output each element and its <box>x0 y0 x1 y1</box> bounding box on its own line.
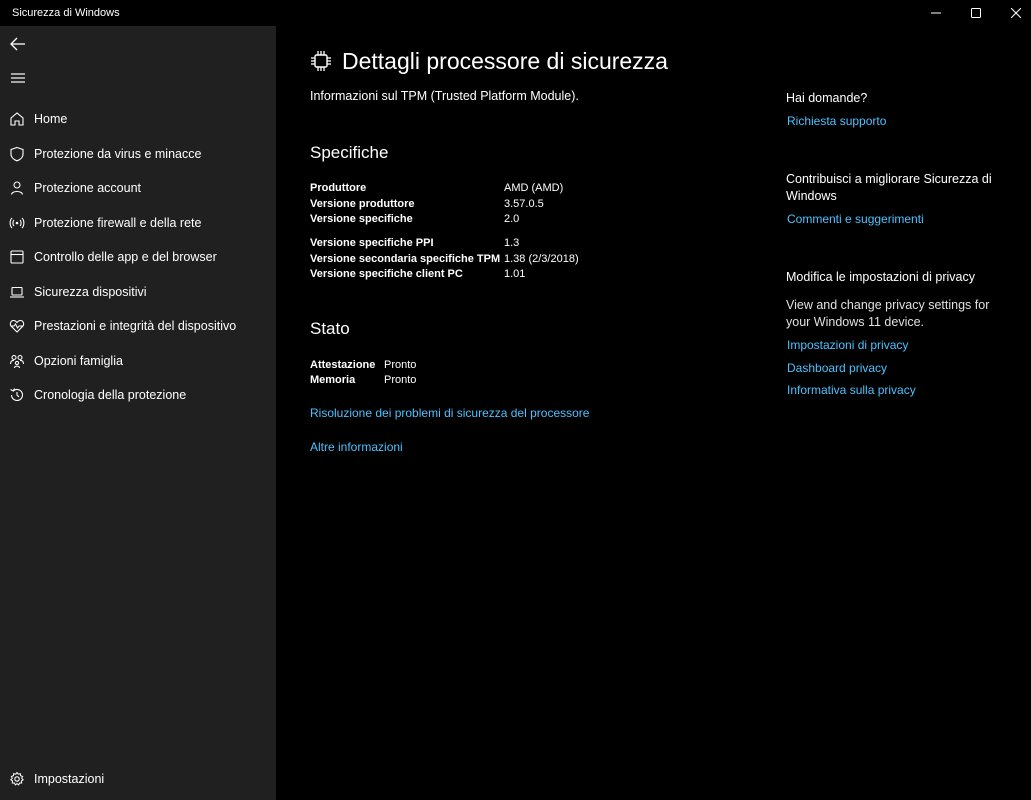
back-arrow-icon <box>10 36 26 52</box>
history-icon <box>9 387 25 403</box>
close-icon <box>1011 8 1021 18</box>
sidebar-item-app-browser-control[interactable] <box>0 242 276 272</box>
status-label: Memoria <box>310 374 356 386</box>
family-icon <box>9 353 25 369</box>
sidebar-item-label: Protezione da virus e minacce <box>34 147 202 161</box>
privacy-settings-link[interactable]: Impostazioni di privacy <box>787 338 909 352</box>
menu-button[interactable] <box>10 70 26 86</box>
spec-label: Versione specifiche client PC <box>310 268 463 280</box>
settings-label: Impostazioni <box>34 772 105 786</box>
shield-icon <box>9 146 25 162</box>
laptop-icon <box>9 284 25 300</box>
main-content <box>276 26 1031 800</box>
spec-label: Versione specifiche PPI <box>310 237 434 249</box>
close-button[interactable] <box>993 0 1031 26</box>
troubleshoot-link[interactable]: Risoluzione dei problemi di sicurezza del processore <box>310 406 590 420</box>
sidebar-item-label: Cronologia della protezione <box>34 388 187 402</box>
spec-label: Versione specifiche <box>310 213 413 225</box>
gear-icon <box>9 771 25 787</box>
spec-value: 1.3 <box>504 237 520 249</box>
sidebar-item-firewall[interactable] <box>0 208 276 238</box>
spec-label: Versione secondaria specifiche TPM <box>310 253 501 265</box>
status-value: Pronto <box>384 359 417 371</box>
minimize-icon <box>931 8 941 18</box>
privacy-description: View and change privacy settings for your Windows 11 device. <box>786 298 990 329</box>
spec-value: 1.38 (2/3/2018) <box>504 253 579 265</box>
heart-pulse-icon <box>9 318 25 334</box>
feedback-link[interactable]: Commenti e suggerimenti <box>787 212 924 226</box>
spec-value: 2.0 <box>504 213 520 225</box>
privacy-statement-link[interactable]: Informativa sulla privacy <box>787 383 916 397</box>
spec-value: 3.57.0.5 <box>504 198 544 210</box>
sidebar-item-protection-history[interactable] <box>0 380 276 410</box>
processor-chip-icon <box>310 50 332 72</box>
person-icon <box>9 180 25 196</box>
spec-value: AMD (AMD) <box>504 182 564 194</box>
questions-heading: Hai domande? <box>786 91 868 105</box>
status-label: Attestazione <box>310 359 376 371</box>
sidebar-item-home[interactable] <box>0 104 276 134</box>
sidebar-item-label: Controllo delle app e del browser <box>34 250 217 264</box>
title-bar <box>0 0 1031 26</box>
hamburger-icon <box>10 70 26 86</box>
app-window-icon <box>9 249 25 265</box>
spec-value: 1.01 <box>504 268 526 280</box>
sidebar <box>0 26 276 800</box>
page-subtitle: Informazioni sul TPM (Trusted Platform Module). <box>310 89 579 103</box>
spec-label: Produttore <box>310 182 367 194</box>
sidebar-item-label: Home <box>34 112 68 126</box>
app-title: Sicurezza di Windows <box>12 7 120 19</box>
specs-section-title: Specifiche <box>310 143 389 162</box>
sidebar-item-label: Protezione firewall e della rete <box>34 216 202 230</box>
sidebar-item-settings[interactable] <box>0 764 276 794</box>
privacy-dashboard-link[interactable]: Dashboard privacy <box>787 361 888 375</box>
spec-label: Versione produttore <box>310 198 415 210</box>
more-info-link[interactable]: Altre informazioni <box>310 440 403 454</box>
page-title: Dettagli processore di sicurezza <box>342 48 668 74</box>
privacy-heading: Modifica le impostazioni di privacy <box>786 270 975 284</box>
maximize-icon <box>971 8 981 18</box>
sidebar-item-label: Opzioni famiglia <box>34 354 123 368</box>
sidebar-item-label: Prestazioni e integrità del dispositivo <box>34 319 237 333</box>
support-request-link[interactable]: Richiesta supporto <box>787 114 887 128</box>
sidebar-item-device-security[interactable] <box>0 277 276 307</box>
status-section-title: Stato <box>310 319 350 338</box>
back-button[interactable] <box>10 36 26 52</box>
status-value: Pronto <box>384 374 417 386</box>
wifi-broadcast-icon <box>9 215 25 231</box>
home-icon <box>9 111 25 127</box>
sidebar-item-family-options[interactable] <box>0 346 276 376</box>
sidebar-item-label: Protezione account <box>34 181 142 195</box>
sidebar-item-virus-protection[interactable] <box>0 139 276 169</box>
sidebar-item-device-health[interactable] <box>0 311 276 341</box>
sidebar-item-account-protection[interactable] <box>0 173 276 203</box>
improve-heading: Contribuisci a migliorare Sicurezza di Windows <box>786 172 992 203</box>
sidebar-item-label: Sicurezza dispositivi <box>34 285 147 299</box>
